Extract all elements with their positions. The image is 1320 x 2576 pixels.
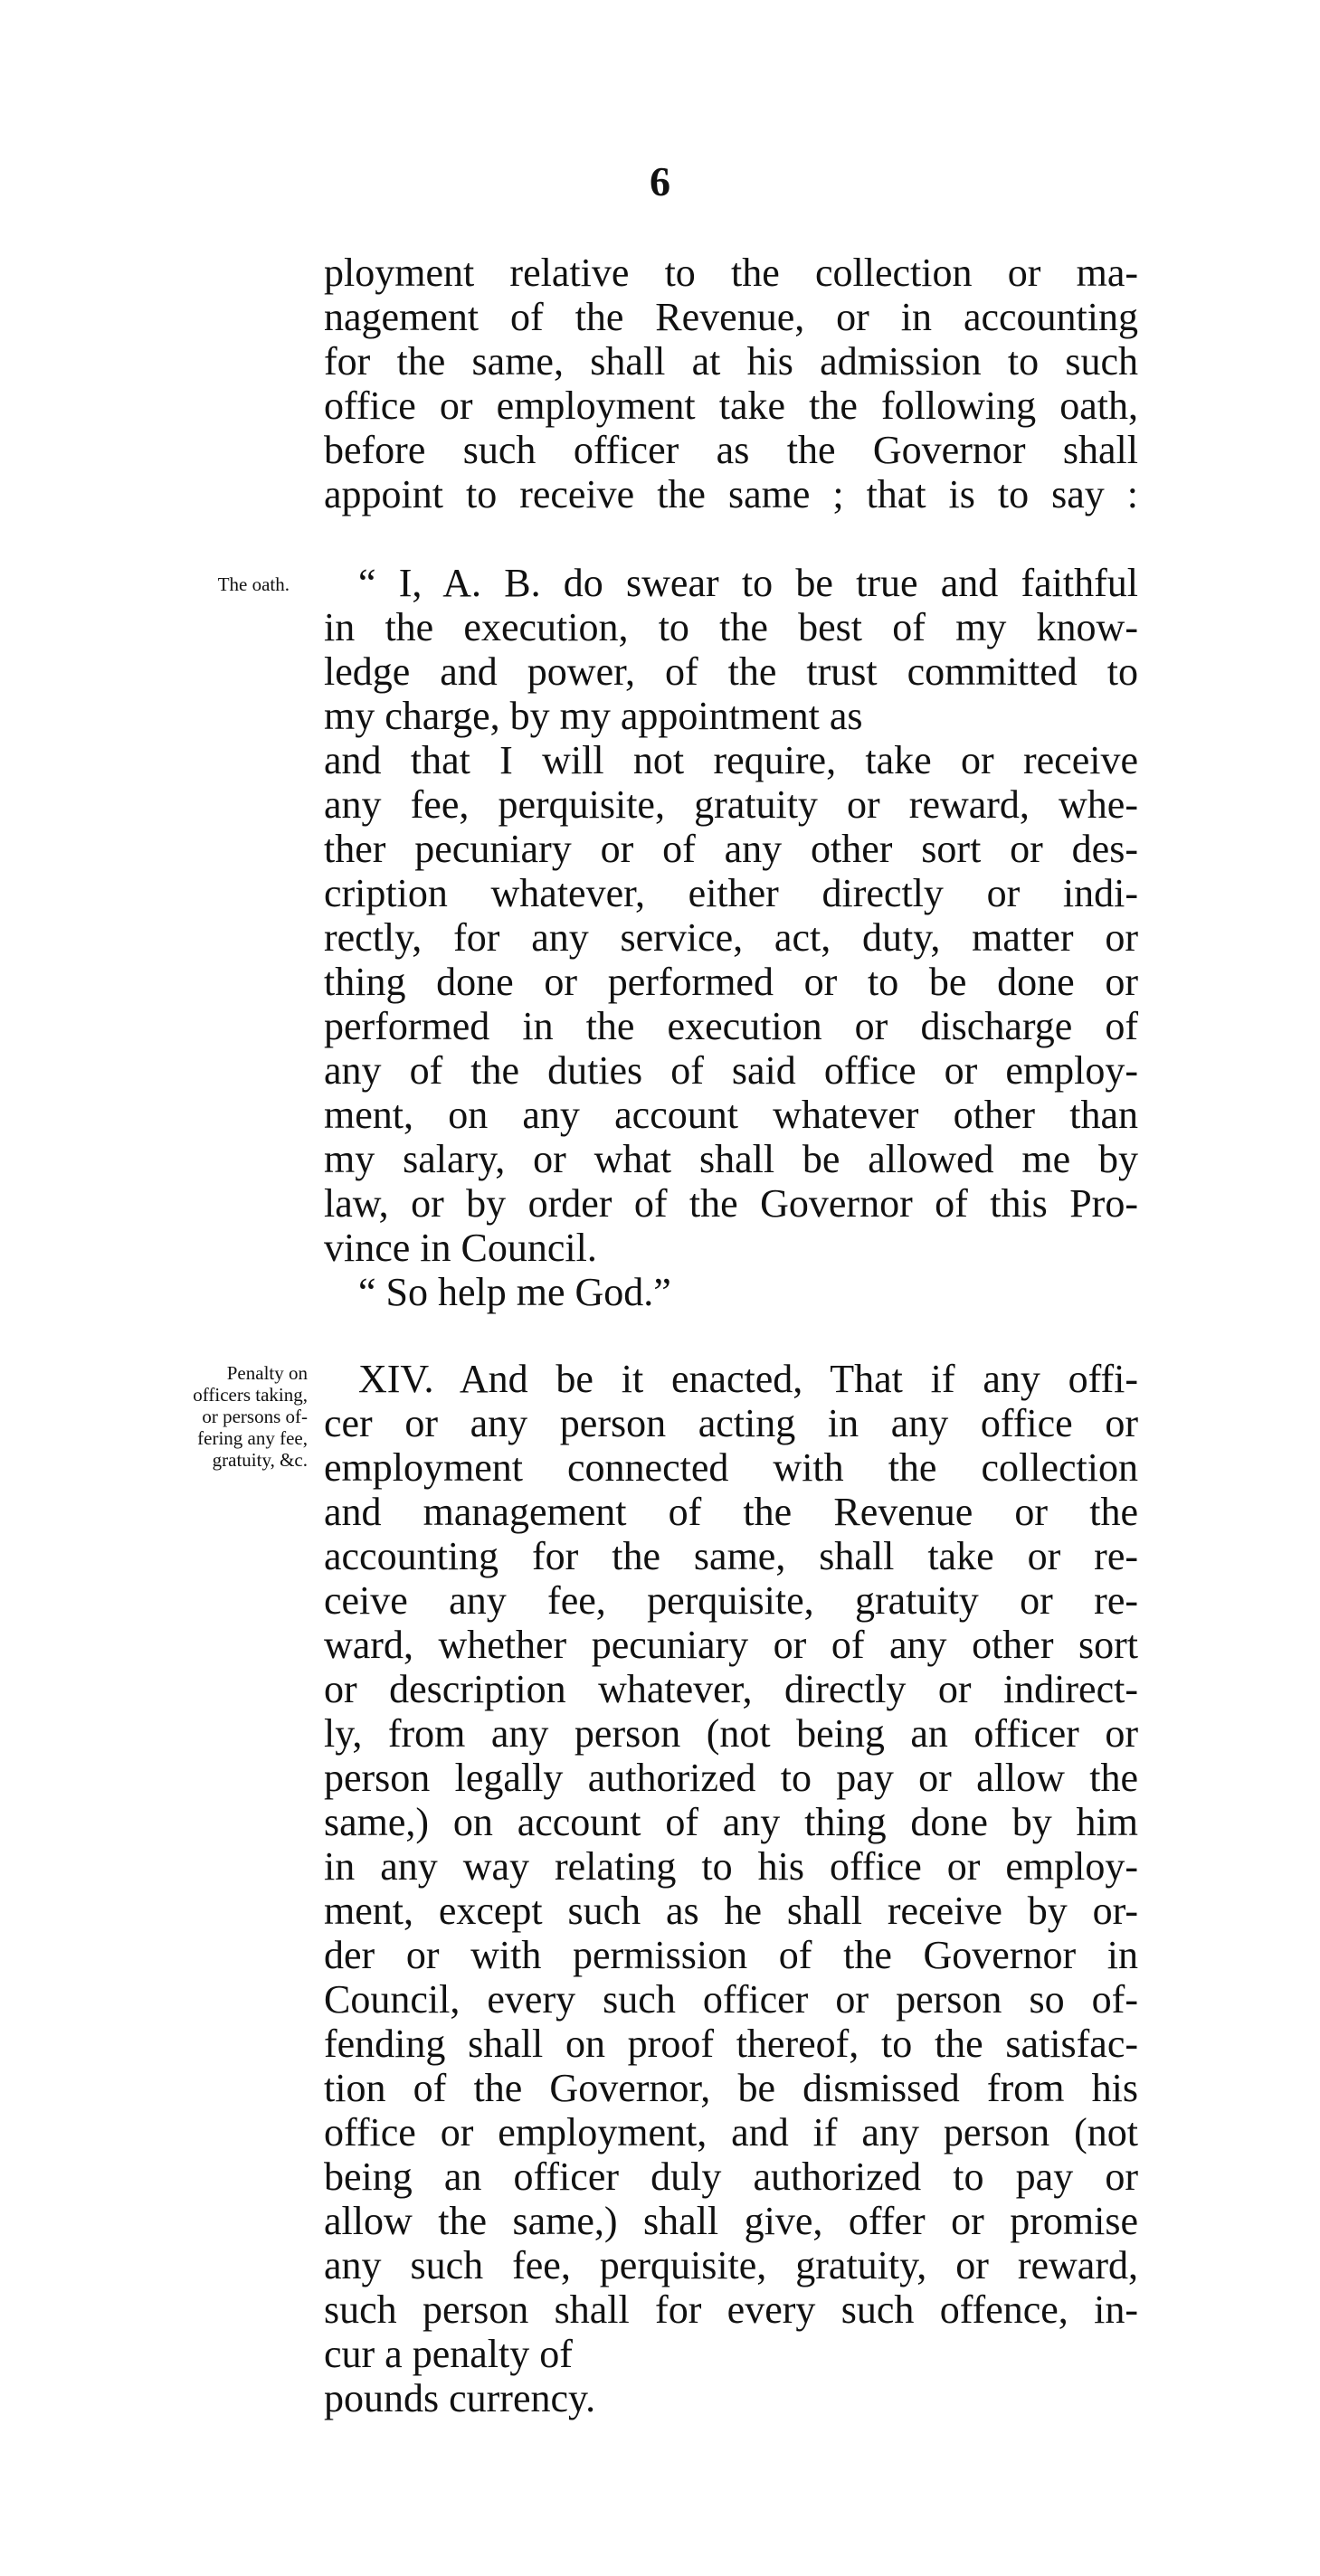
text-line: cer or any person acting in any office or [324,1401,1138,1445]
margin-note-line: officers taking, [193,1384,308,1406]
margin-note-line: or persons of- [202,1406,308,1427]
text-line: pounds currency. [324,2376,596,2420]
text-line: in any way relating to his office or employ- [324,1844,1138,1889]
text-line: tion of the Governor, be dismissed from his [324,2066,1138,2110]
text-line: or description whatever, directly or indirect- [324,1667,1138,1711]
margin-note-line: The oath. [217,573,290,595]
paragraph-section-xiv [324,1357,1138,2420]
text-line: appoint to receive the same ; that is to say : [324,472,1138,516]
margin-note-oath [100,573,290,595]
text-line: office or employment take the following oath, [324,384,1138,428]
text-line: ledge and power, of the trust committed to [324,649,1138,694]
paragraph-intro [324,251,1138,516]
text-line: office or employment, and if any person (not [324,2110,1138,2155]
margin-note-penalty [116,1362,308,1471]
margin-note-line: gratuity, &c. [212,1449,308,1471]
text-line: cur a penalty of [324,2332,573,2376]
text-line: der or with permission of the Governor in [324,1933,1138,1977]
margin-note-line: Penalty on [226,1362,308,1384]
text-line: ther pecuniary or of any other sort or des- [324,827,1138,871]
text-line: accounting for the same, shall take or re- [324,1534,1138,1578]
text-line: performed in the execution or discharge of [324,1004,1138,1048]
text-line: ward, whether pecuniary or of any other sort [324,1623,1138,1667]
text-line: thing done or performed or to be done or [324,960,1138,1004]
text-line: and that I will not require, take or receive [324,738,1138,782]
text-line: before such officer as the Governor shall [324,428,1138,472]
text-line: person legally authorized to pay or allow the [324,1756,1138,1800]
text-line: rectly, for any service, act, duty, matter or [324,915,1138,960]
text-line: in the execution, to the best of my know- [324,605,1138,649]
text-line: such person shall for every such offence, in- [324,2287,1138,2332]
text-line: “ So help me God.” [358,1270,671,1314]
paragraph-oath [324,561,1138,1314]
text-line: being an officer duly authorized to pay or [324,2155,1138,2199]
text-line: same,) on account of any thing done by him [324,1800,1138,1844]
text-line: vince in Council. [324,1226,597,1270]
margin-note-line: fering any fee, [197,1427,308,1449]
text-line: nagement of the Revenue, or in accounting [324,295,1138,339]
text-line: for the same, shall at his admission to such [324,339,1138,384]
text-line: employment connected with the collection [324,1445,1138,1490]
text-line: ment, except such as he shall receive by or- [324,1889,1138,1933]
text-line: any fee, perquisite, gratuity or reward, whe- [324,782,1138,827]
text-line: ly, from any person (not being an officer or [324,1711,1138,1756]
text-line: my salary, or what shall be allowed me by [324,1137,1138,1181]
text-line: law, or by order of the Governor of this Pro- [324,1181,1138,1226]
text-line: fending shall on proof thereof, to the satisfac- [324,2022,1138,2066]
text-line: XIV. And be it enacted, That if any offi- [358,1357,1138,1401]
text-line: any of the duties of said office or employ- [324,1048,1138,1093]
text-line: Council, every such officer or person so of- [324,1977,1138,2022]
text-line: ployment relative to the collection or ma- [324,251,1138,295]
text-line: my charge, by my appointment as [324,694,863,738]
text-line: allow the same,) shall give, offer or promise [324,2199,1138,2243]
page-number: 6 [650,158,670,204]
text-line: cription whatever, either directly or indi- [324,871,1138,915]
text-line: any such fee, perquisite, gratuity, or reward, [324,2243,1138,2287]
text-line: ceive any fee, perquisite, gratuity or re- [324,1578,1138,1623]
text-line: ment, on any account whatever other than [324,1093,1138,1137]
text-line: and management of the Revenue or the [324,1490,1138,1534]
text-line: “ I, A. B. do swear to be true and faithful [358,561,1138,605]
